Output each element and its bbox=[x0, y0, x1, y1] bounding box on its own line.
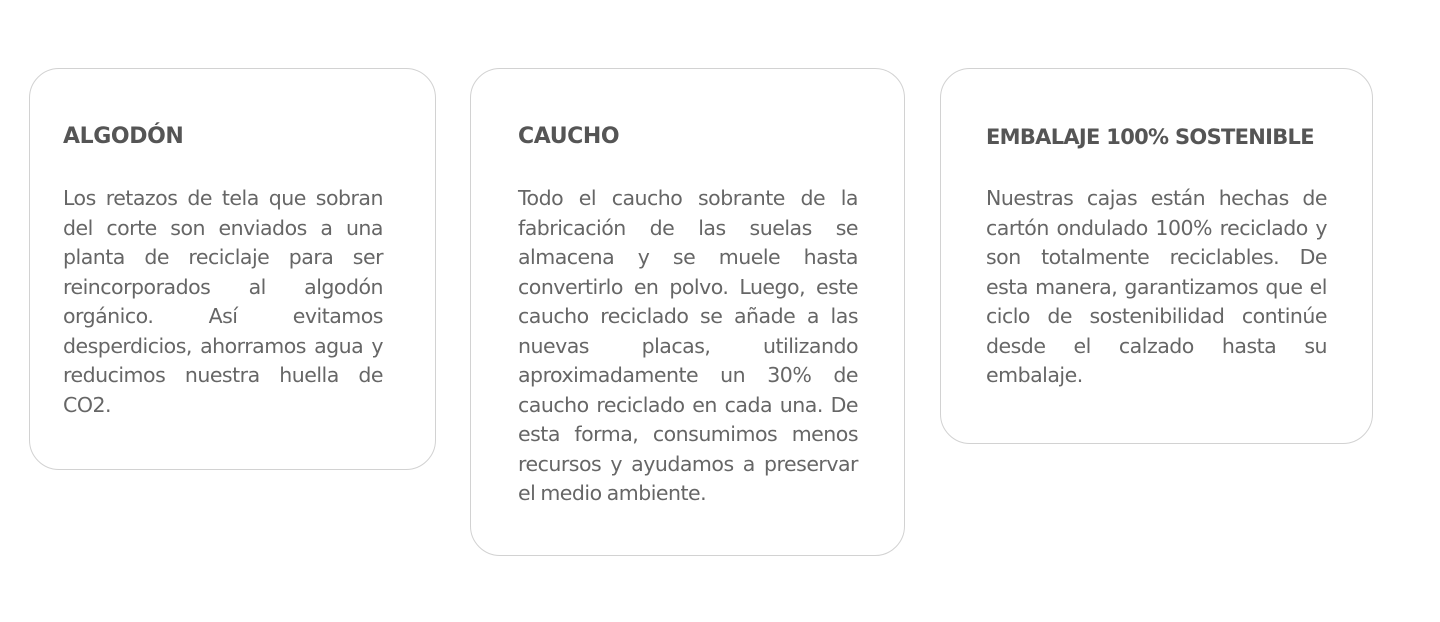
card-algodon bbox=[29, 68, 436, 470]
card-title: ALGODÓN bbox=[63, 124, 184, 149]
card-description: Todo el caucho sobrante de la fabricación de las suelas se almacena y se muele hasta convertirlo en polvo. Luego, este caucho reciclado se añade a las nuevas placas, utilizando aproximadamente un 30% de caucho reciclado en cada una. De esta forma, consumimos menos recursos y ayudamos a preservar el medio ambiente. bbox=[518, 186, 858, 505]
card-title: EMBALAJE 100% SOSTENIBLE bbox=[986, 125, 1314, 149]
card-embalaje bbox=[940, 68, 1373, 444]
card-title: CAUCHO bbox=[518, 124, 620, 149]
card-caucho bbox=[470, 68, 905, 556]
card-description: Los retazos de tela que sobran del corte son enviados a una planta de reciclaje para ser reincorporados al algodón orgánico. Así evitamos desperdicios, ahorramos agua y reducimos nuestra huella de CO2. bbox=[63, 186, 383, 417]
card-description: Nuestras cajas están hechas de cartón ondulado 100% reciclado y son totalmente reciclables. De esta manera, garantizamos que el ciclo de sostenibilidad continúe desde el calzado hasta su embalaje. bbox=[986, 186, 1327, 387]
